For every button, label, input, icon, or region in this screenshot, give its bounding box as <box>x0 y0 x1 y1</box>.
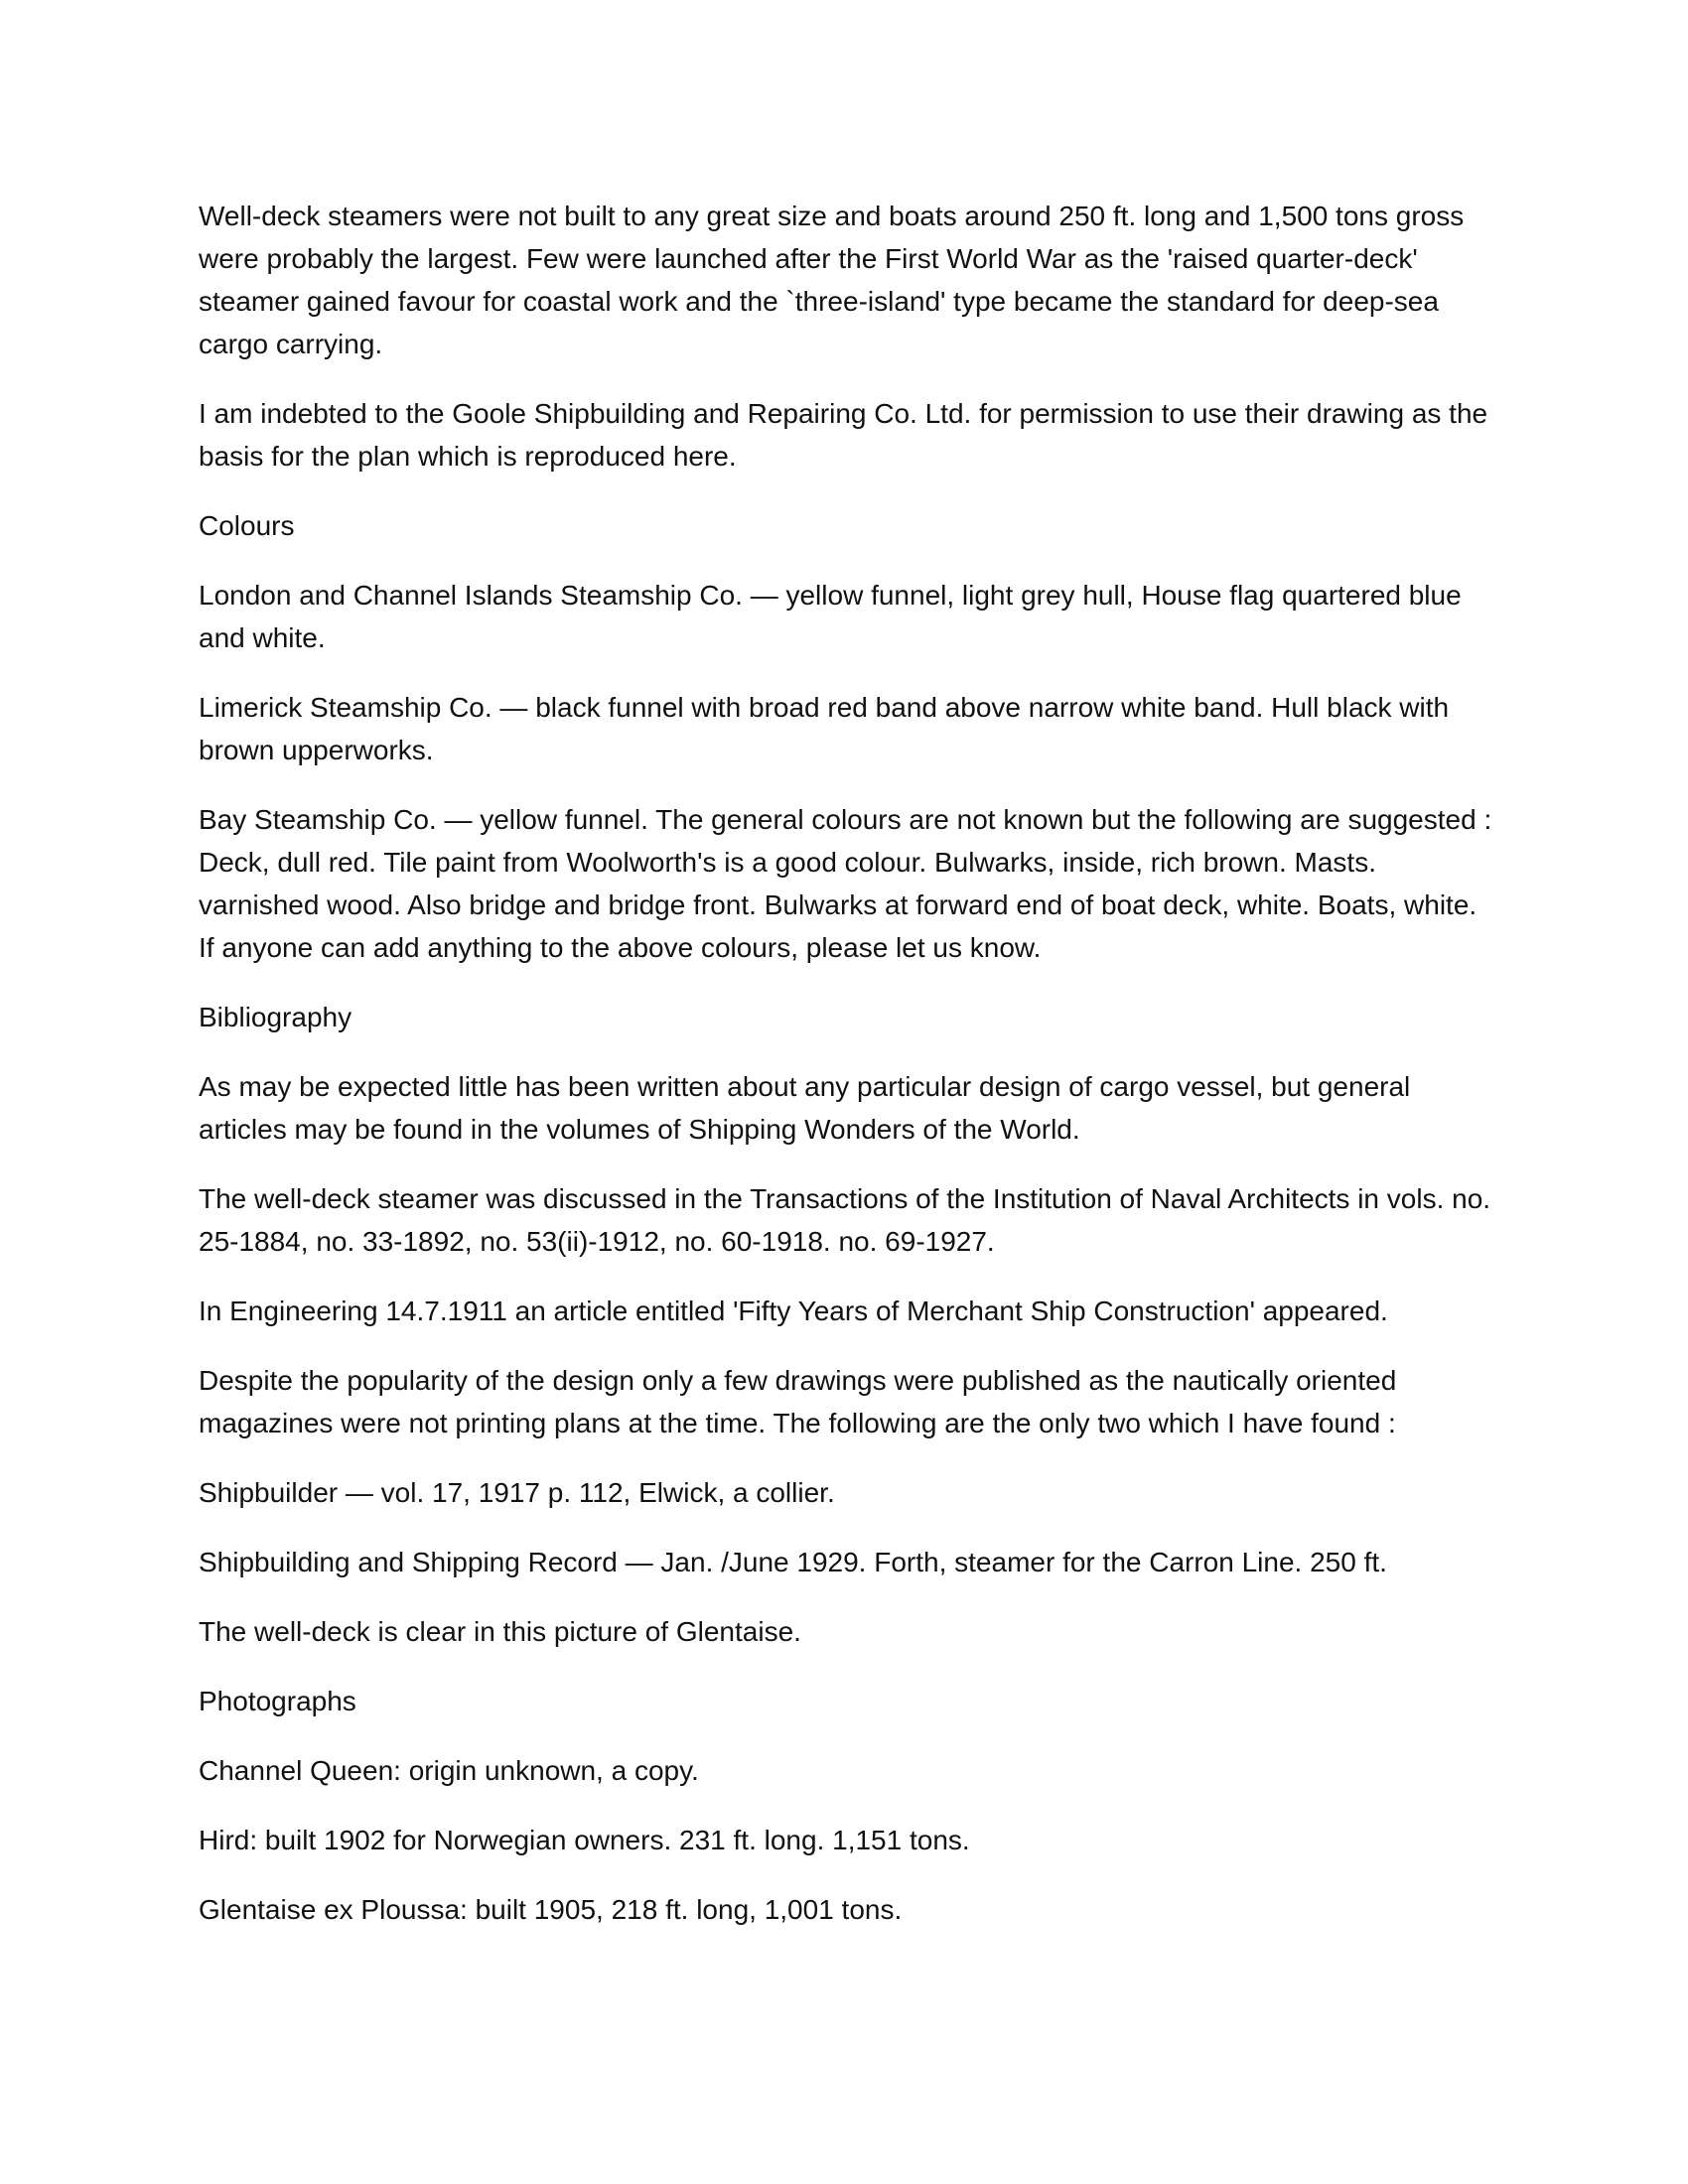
bibliography-shipping-record: Shipbuilding and Shipping Record — Jan. /June 1929. Forth, steamer for the Carron Line. 250 ft. <box>199 1547 1387 1577</box>
photo-hird: Hird: built 1902 for Norwegian owners. 231 ft. long. 1,151 tons. <box>199 1825 970 1855</box>
bibliography-engineering: In Engineering 14.7.1911 an article entitled 'Fifty Years of Merchant Ship Construction' appeared. <box>199 1296 1388 1326</box>
colours-london-channel-islands: London and Channel Islands Steamship Co. — yellow funnel, light grey hull, House flag quartered blue and white. <box>199 580 1462 653</box>
bibliography-drawings: Despite the popularity of the design only a few drawings were published as the nautically oriented magazines were not printing plans at the time. The following are the only two which I have found : <box>199 1365 1397 1438</box>
colours-bay-steamship: Bay Steamship Co. — yellow funnel. The general colours are not known but the following are suggested : Deck, dull red. Tile paint from Woolworth's is a good colour. Bulwarks, inside, rich brown. Masts. varnished wood. Also bridge and bridge front. Bulwarks at forward end of boat deck, white. Boats, white. If anyone can add anything to the above colours, please let us know. <box>199 804 1492 963</box>
document-body <box>199 195 1499 1958</box>
glentaise-note: The well-deck is clear in this picture of Glentaise. <box>199 1616 801 1647</box>
photo-channel-queen: Channel Queen: origin unknown, a copy. <box>199 1755 699 1786</box>
bibliography-general: As may be expected little has been written about any particular design of cargo vessel, but general articles may be found in the volumes of Shipping Wonders of the World. <box>199 1071 1411 1145</box>
photographs-heading: Photographs <box>199 1686 356 1716</box>
bibliography-transactions: The well-deck steamer was discussed in the Transactions of the Institution of Naval Architects in vols. no. 25-1884, no. 33-1892, no. 53(ii)-1912, no. 60-1918. no. 69-1927. <box>199 1183 1491 1257</box>
colours-limerick: Limerick Steamship Co. — black funnel with broad red band above narrow white band. Hull black with brown upperworks. <box>199 692 1450 765</box>
bibliography-heading: Bibliography <box>199 1002 352 1032</box>
acknowledgement-paragraph: I am indebted to the Goole Shipbuilding and Repairing Co. Ltd. for permission to use their drawing as the basis for the plan which is reproduced here. <box>199 398 1488 472</box>
bibliography-shipbuilder: Shipbuilder — vol. 17, 1917 p. 112, Elwick, a collier. <box>199 1477 835 1508</box>
intro-paragraph: Well-deck steamers were not built to any great size and boats around 250 ft. long and 1,500 tons gross were probably the largest. Few were launched after the First World War as the 'raised quarter-deck' steamer gained favour for coastal work and the `three-island' type became the standard for deep-sea cargo carrying. <box>199 201 1465 359</box>
colours-heading: Colours <box>199 510 295 541</box>
photo-glentaise: Glentaise ex Ploussa: built 1905, 218 ft. long, 1,001 tons. <box>199 1894 903 1925</box>
